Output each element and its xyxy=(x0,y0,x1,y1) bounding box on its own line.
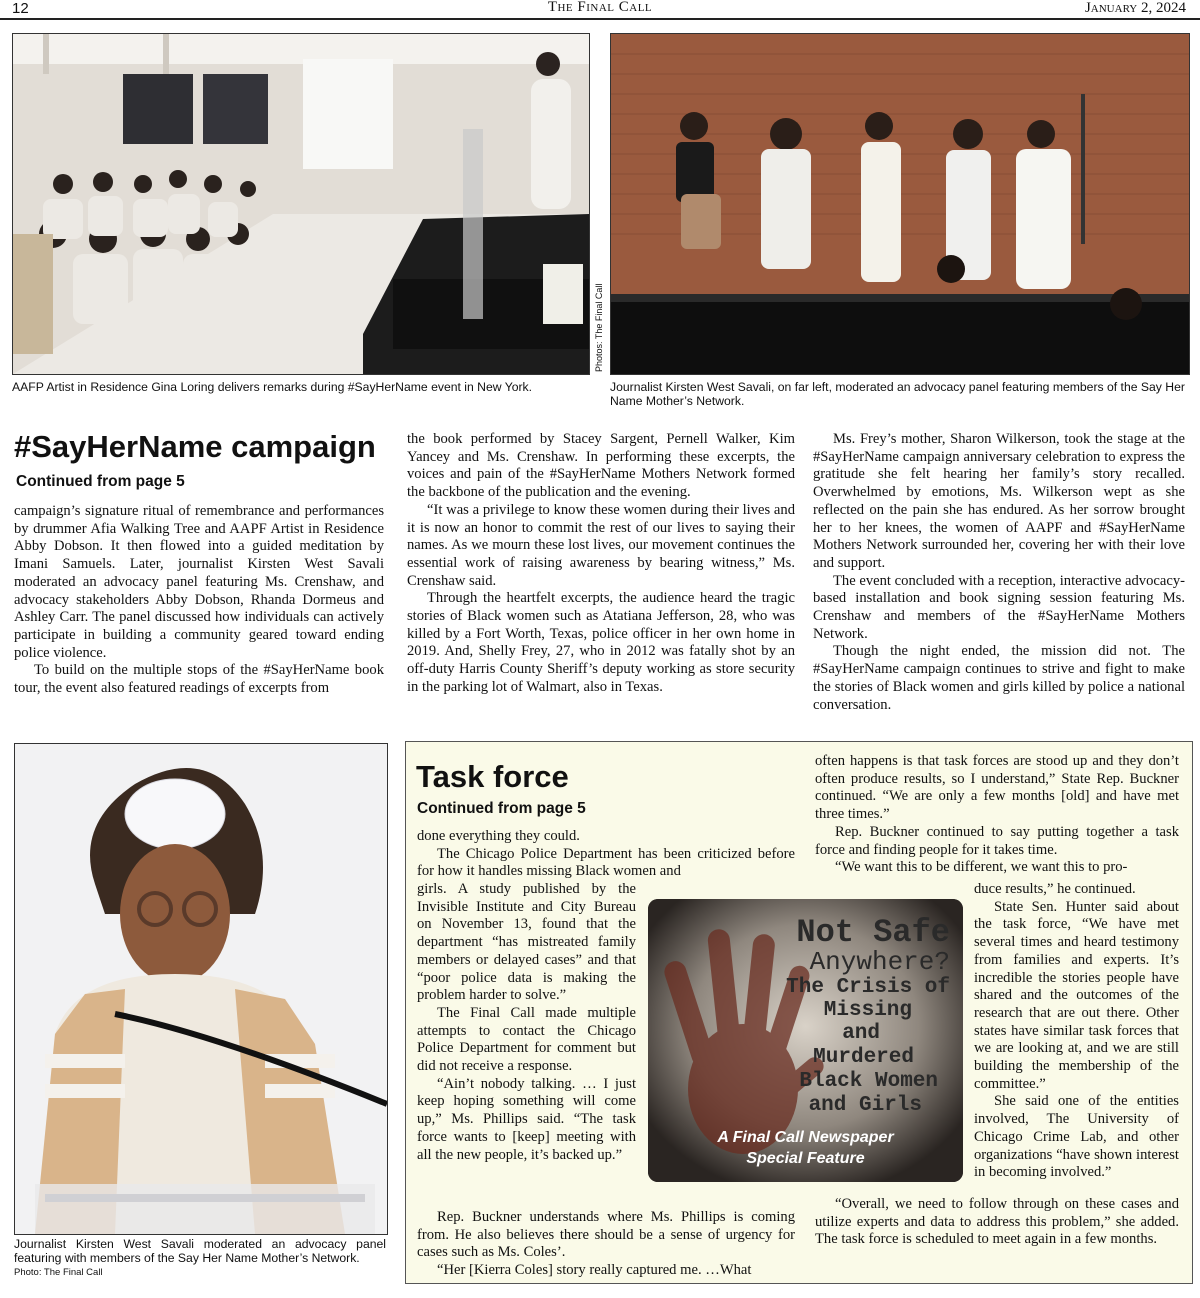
svg-text:Black Women: Black Women xyxy=(799,1070,938,1093)
article1-para: The event concluded with a reception, interactive advocacy-based installation and book signing session featuring Ms. Crenshaw and members of the #SayHerName Mothers Network. xyxy=(813,572,1185,642)
article2-col1-wrap xyxy=(417,881,636,1164)
article1-continued: Continued from page 5 xyxy=(16,473,185,490)
article1-para: the book performed by Stacey Sargent, Pernell Walker, Kim Yancey and Ms. Crenshaw. In performing these excerpts, the voices and pain of the #SayHerName Mothers Network formed the backbone of the publication and the evening. xyxy=(407,431,795,501)
article2-para: “Her [Kierra Coles] story really captured me. …What xyxy=(437,1262,752,1279)
article1-para: To build on the multiple stops of the #SayHerName book tour, the event also featured readings of excerpts from xyxy=(14,662,384,697)
panel-photo xyxy=(610,33,1190,375)
article2-para: “Ain’t nobody talking. … I just keep hoping something will come up,” Ms. Phillips said. “The task force wants to [keep] meeting with all the new people, it’s backed up.” xyxy=(417,1075,636,1163)
article2-para: The Chicago Police Department has been criticized before for how it handles missing Black women and xyxy=(417,845,795,880)
event-photo-new-york xyxy=(12,33,590,375)
article1-para: campaign’s signature ritual of remembrance and performances by drummer Afia Walking Tree and AAPF Artist in Residence Abby Dobson. It then flowed into a guided meditation by Imani Samuels. Later, journalist Kirsten West Savali moderated an advocacy panel featuring Ms. Crenshaw, and advocacy stakeholders Abby Dobson, Rhanda Dormeus and Ashley Carr. The panel discussed how individuals can actively participate in building a community geared toward ending police violence. xyxy=(14,503,384,661)
article1-para: Though the night ended, the mission did not. The #SayHerName campaign continues to strive and fight to make the stories of Black women and girls killed by police a national conversation. xyxy=(813,643,1185,713)
svg-text:and Girls: and Girls xyxy=(808,1094,922,1117)
portrait-photo xyxy=(14,743,388,1235)
article2-headline: Task force xyxy=(416,759,569,794)
article2-para: State Sen. Hunter said about the task force, “We have met several times and heard testimony from families and experts. It’s incredible the stories people have shared and the outcomes of the research that are out there. Other states have similar task forces that we are looking at, and we are still building the membership of the committee.” xyxy=(974,898,1179,1092)
special-feature-line2: Special Feature xyxy=(746,1150,865,1167)
special-feature-line1: A Final Call Newspaper xyxy=(717,1129,894,1146)
article2-para: done everything they could. xyxy=(417,828,580,844)
article1-para: Through the heartfelt excerpts, the audience heard the tragic stories of Black women such as Atatiana Jefferson, 28, who was killed by a Fort Worth, Texas, police officer in her own home in 2019. And, Shelly Frey, 27, who in 2012 was fatally shot by an off-duty Harris County Sheriff’s deputy working as store security in the parking lot of Walmart, also in Texas. xyxy=(407,590,795,695)
svg-text:and: and xyxy=(842,1022,880,1045)
svg-text:Anywhere?: Anywhere? xyxy=(809,947,950,977)
article2-continued: Continued from page 5 xyxy=(417,800,586,817)
article2-para: Rep. Buckner continued to say putting together a task force and finding people for it takes time. xyxy=(815,823,1179,858)
svg-text:Not Safe: Not Safe xyxy=(796,914,950,951)
article2-para: girls. A study published by the Invisible Institute and City Bureau on November 13, found that the department “has mistreated family members or delayed cases” and that “poor police data is making the problem harder to solve.” xyxy=(417,881,636,1004)
article2-para: often happens is that task forces are stood up and they don’t often produce results, so I understand,” State Rep. Buckner continued. “We are only a few months [old] and have met three times.” xyxy=(815,753,1179,823)
article2-col2-wrap xyxy=(974,881,1179,1182)
caption-right-photo: Journalist Kirsten West Savali, on far left, moderated an advocacy panel featuring members of the Say Her Name Mother’s Network. xyxy=(610,380,1185,408)
article1-para: “It was a privilege to know these women during their lives and it is now an honor to commit the rest of our lives to saying their names. As we mourn these lost lives, our movement continues the essential work of raising awareness by bearing witness,” Ms. Crenshaw said. xyxy=(407,501,795,589)
article2-para: Rep. Buckner understands where Ms. Phillips is coming from. He also believes there should be a sense of urgency for cases such as Ms. Coles’. xyxy=(417,1209,795,1261)
article2-col1-top xyxy=(417,828,795,881)
special-feature-graphic xyxy=(648,899,963,1182)
issue-date: January 2, 2024 xyxy=(1084,0,1186,16)
article1-col2 xyxy=(407,431,795,697)
article1-para: Ms. Frey’s mother, Sharon Wilkerson, took the stage at the #SayHerName campaign anniversary celebration to express the gratitude she felt hearing her family’s story recalled. Overwhelmed by emotions, Ms. Wilkerson wept as she reflected on the pain she has endured. As her sorrow brought her to her knees, the women of AAPF and #SayHerName Mothers Network surrounded her, covering her with their love and support. xyxy=(813,431,1185,571)
portrait-credit: Photo: The Final Call xyxy=(14,1267,103,1278)
caption-left-photo: AAFP Artist in Residence Gina Loring delivers remarks during #SayHerName event in New York. xyxy=(12,380,533,394)
svg-text:Missing: Missing xyxy=(823,999,912,1022)
svg-text:Murdered: Murdered xyxy=(813,1046,914,1069)
article1-headline: #SayHerName campaign xyxy=(14,429,376,464)
page-number: 12 xyxy=(12,0,29,17)
page-header xyxy=(0,0,1200,20)
caption-portrait: Journalist Kirsten West Savali moderated an advocacy panel featuring with members of the Say Her Name Mother’s Network. xyxy=(14,1237,386,1265)
article1-col3 xyxy=(813,431,1185,714)
publication-name: The Final Call xyxy=(547,0,653,15)
article2-para: “Overall, we need to follow through on these cases and utilize experts and data to address this problem,” she added. The task force is scheduled to meet again in a few months. xyxy=(815,1196,1179,1248)
article2-col2-bottom xyxy=(815,1196,1179,1249)
svg-text:The Crisis of: The Crisis of xyxy=(786,976,950,999)
photo-credit: Photos: The Final Call xyxy=(594,283,604,372)
article2-col2-top xyxy=(815,753,1179,877)
article2-para: duce results,” he continued. xyxy=(974,881,1136,897)
article2-para: She said one of the entities involved, The University of Chicago Crime Lab, and other organizations “have shown interest in becoming involved.” xyxy=(974,1093,1179,1181)
article2-para: The Final Call made multiple attempts to contact the Chicago Police Department for comment but did not receive a response. xyxy=(417,1004,636,1075)
article2-col1-bottom xyxy=(417,1209,795,1280)
article1-col1 xyxy=(14,503,384,698)
article2-para: “We want this to be different, we want this to pro- xyxy=(835,859,1128,876)
